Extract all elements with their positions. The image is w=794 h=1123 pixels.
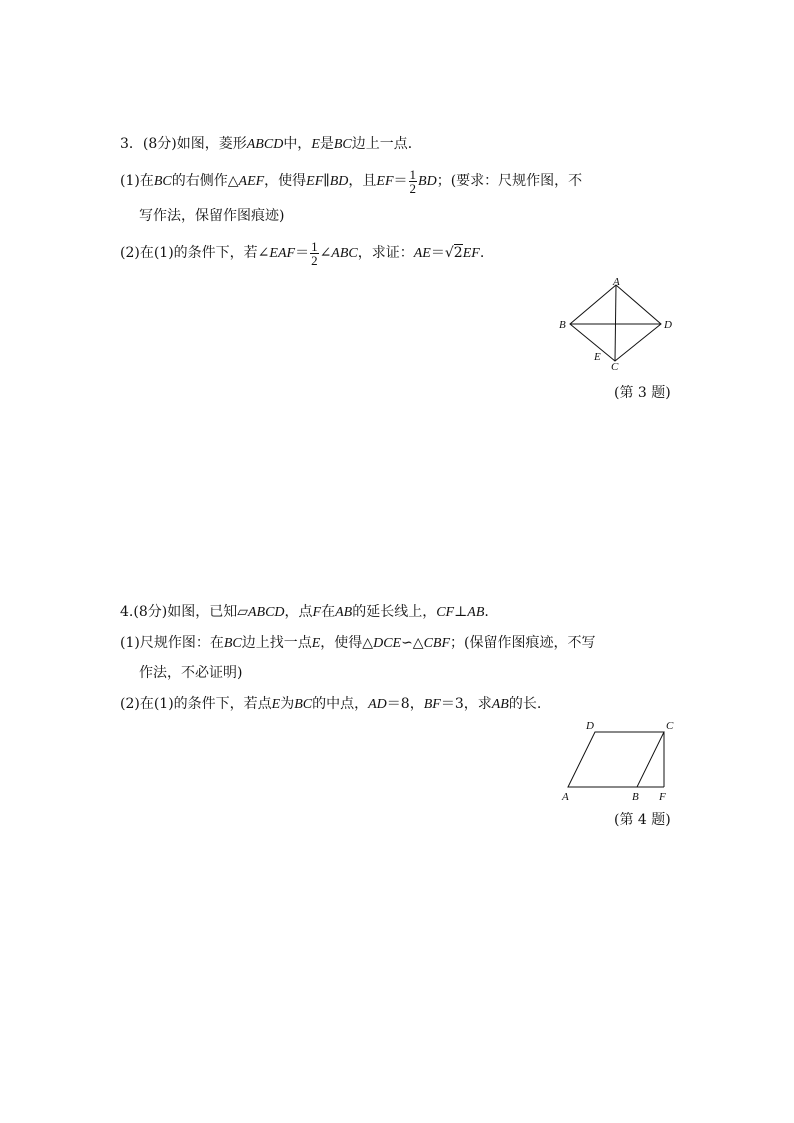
q4-var: E [271, 697, 281, 712]
q3-p2-text: . [479, 245, 485, 261]
q3-p2-text: ＝ [430, 245, 445, 261]
q3-p2-fraction [310, 240, 319, 267]
diagonal-ac [615, 285, 616, 361]
fraction-denominator: 2 [409, 180, 417, 196]
q3-var: BD [418, 174, 437, 189]
q3-var: EF [376, 174, 394, 189]
label-a: A [613, 276, 620, 288]
q4-var: DCE [373, 636, 402, 651]
q4-part1 [120, 634, 596, 653]
label-e: E [594, 351, 601, 363]
q3-part1 [120, 167, 582, 196]
parallelogram-outline [568, 732, 664, 787]
q4-var: CF [436, 605, 455, 620]
q3-var: BD [329, 174, 349, 189]
label-d: D [664, 319, 672, 331]
fraction-numerator: 1 [409, 166, 417, 182]
q3-p1-text: ，且 [348, 173, 377, 189]
q4-p2-text: 为 [280, 696, 295, 712]
q4-heading-text: 的延长线上， [352, 604, 437, 620]
q4-var: AB [335, 605, 353, 620]
label-c: C [611, 361, 619, 373]
q3-var: ABCD [246, 137, 284, 152]
q4-p1-text: 边上找一点 [241, 635, 312, 651]
label-f: F [659, 791, 666, 803]
label-d: D [586, 720, 594, 732]
q3-p2-text: ＝ [295, 245, 310, 261]
q4-p1-text: (1)尺规作图：在 [120, 635, 224, 651]
q3-p1-text: ，使得 [264, 173, 307, 189]
fraction-numerator: 1 [311, 238, 318, 254]
label-a: A [562, 791, 569, 803]
label-c: C [666, 720, 674, 732]
q3-var: BC [153, 174, 172, 189]
q3-var: AE [413, 246, 431, 261]
q3-p1-text: ∥ [323, 173, 330, 189]
q4-part2 [120, 695, 541, 714]
q4-figure-caption: (第 4 题) [614, 812, 671, 828]
q3-heading-text: 中， [283, 136, 312, 152]
q3-p2-text: ∠ [319, 245, 332, 261]
q4-heading-text: ⊥ [454, 604, 468, 620]
label-b: B [559, 319, 566, 331]
q4-heading-text: ，点 [284, 604, 313, 620]
q3-var: AEF [238, 174, 265, 189]
q3-heading-text: 是 [319, 136, 334, 152]
q4-var: AB [491, 697, 509, 712]
q4-heading-text: 在 [321, 604, 336, 620]
q3-heading [120, 135, 422, 154]
q4-var: E [311, 636, 321, 651]
q3-var: E [311, 137, 320, 152]
q4-p1-text: ，使得△ [320, 635, 374, 651]
sqrt-radicand: 2 [453, 245, 463, 261]
q3-var: EF [306, 174, 324, 189]
q4-var: BC [223, 636, 242, 651]
q4-heading [120, 603, 489, 622]
q4-heading-text: . [484, 604, 489, 620]
q3-p1-text: (1)在 [120, 173, 154, 189]
q4-part1-continued [139, 664, 242, 682]
q3-p1-text: 的右侧作△ [171, 173, 239, 189]
q3-p1-text: ；(要求：尺规作图，不 [436, 173, 583, 189]
q4-p2-text: ＝8， [386, 696, 424, 712]
fraction-denominator: 2 [311, 252, 318, 268]
q4-heading-text: 4.(8分)如图，已知▱ [120, 604, 248, 620]
q4-p2-text: ＝3，求 [440, 696, 492, 712]
q4-p1-text: ∽△ [401, 635, 424, 651]
q4-var: BC [294, 697, 313, 712]
q4-p1-text: ；(保留作图痕迹，不写 [450, 635, 596, 651]
q4-var: ABCD [247, 605, 285, 620]
q4-figure-parallelogram [558, 718, 688, 808]
q4-p1-cont-text: 作法，不必证明) [139, 665, 243, 681]
q3-var: EAF [269, 246, 296, 261]
q3-figure-rhombus [555, 278, 685, 378]
q3-p1-fraction [409, 168, 418, 195]
q3-var: EF [462, 246, 480, 261]
q3-part2 [120, 239, 484, 268]
q4-var: CBF [423, 636, 451, 651]
q3-var: ABC [331, 246, 358, 261]
q4-var: AD [368, 697, 387, 712]
q3-p1-cont-text: 写作法，保留作图痕迹) [139, 208, 285, 224]
q4-var: AB [467, 605, 485, 620]
q3-p1-text: ＝ [393, 173, 408, 189]
q4-var: F [312, 605, 322, 620]
q3-p2-text: ，求证： [357, 245, 414, 261]
q4-p2-text: 的中点， [312, 696, 369, 712]
q4-var: BF [423, 697, 441, 712]
q3-part1-continued [139, 207, 284, 225]
q4-p2-text: (2)在(1)的条件下，若点 [120, 696, 272, 712]
q3-heading-text: 3．(8分)如图，菱形 [120, 136, 247, 152]
q3-heading-text: 边上一点． [351, 136, 422, 152]
q3-p2-text: (2)在(1)的条件下，若∠ [120, 245, 270, 261]
q3-var: BC [333, 137, 352, 152]
q4-p2-text: 的长. [508, 696, 542, 712]
sqrt-icon: √ [444, 245, 454, 261]
q3-figure-caption: (第 3 题) [614, 385, 671, 401]
label-b: B [632, 791, 639, 803]
